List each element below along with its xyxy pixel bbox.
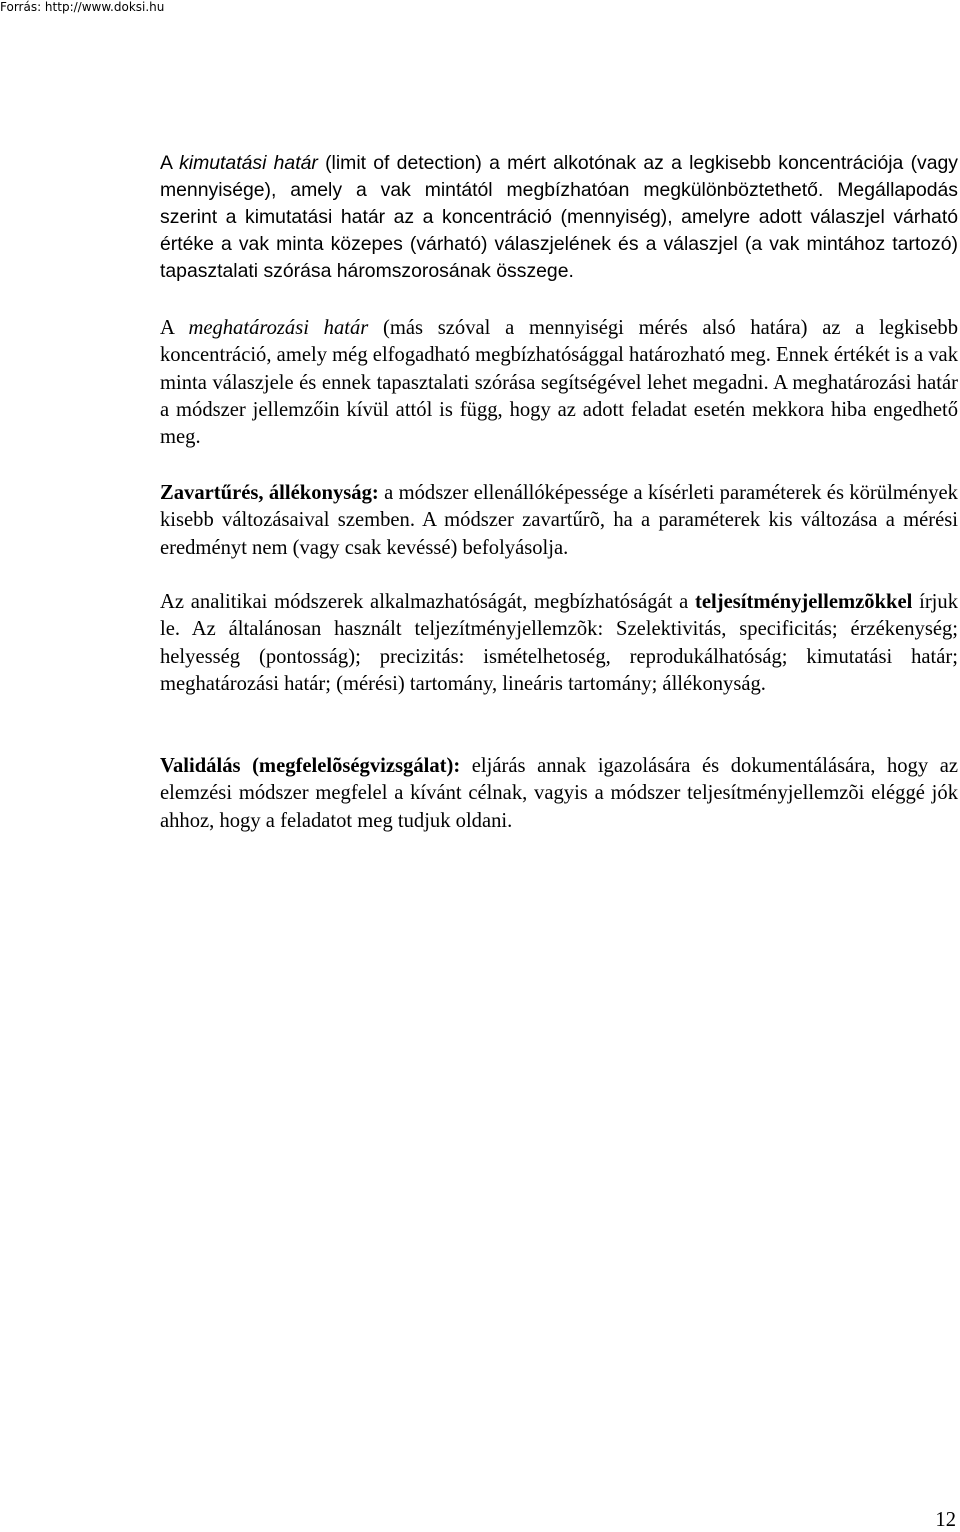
text-run: Az analitikai módszerek alkalmazhatóságát, megbízhatóságát a <box>160 591 696 613</box>
source-link[interactable]: Forrás: http://www.doksi.hu <box>0 0 165 14</box>
page-number: 12 <box>935 1509 956 1531</box>
text-run: írjuk le. Az általánosan használt teljezítményjellemzõk: Szelektivitás, specificitás; érzékenység; helyesség (pontosság); precizitás: ismételhetoség, reprodukálhatóság; kimutatási határ; meghatározási határ; (mérési) tartomány, lineáris tartomány; állékonyság. <box>160 591 958 695</box>
text-run: eljárás annak igazolására és dokumentálására, hogy az elemzési módszer megfelel a kívánt célnak, vagyis a módszer teljesítményjellemzõi eléggé jók ahhoz, hogy a feladatot meg tudjuk oldani. <box>160 755 958 832</box>
paragraph-detection-limit <box>160 150 958 285</box>
text-run: A <box>160 317 189 339</box>
paragraph-performance-characteristics <box>160 589 958 698</box>
text-run: a módszer ellenállóképessége a kísérleti paraméterek és körülmények kisebb változásaival szemben. A módszer zavartűrõ, ha a paraméterek kis változása a mérési eredményt nem (vagy csak kevéssé) befolyásolja. <box>160 482 958 559</box>
text-run: A <box>160 152 180 174</box>
text-run: (más szóval a mennyiségi mérés alsó határa) az a legkisebb koncentráció, amely még elfogadható megbízhatósággal határozható meg. Ennek értékét is a vak minta válaszjele és ennek tapasztalati szórása segítségével lehet megadni. A meghatározási határ a módszer jellemzőin kívül attól is függ, hogy az adott feladat esetén mekkora hiba engedhető meg. <box>160 317 958 449</box>
term-performance-characteristics: teljesítményjellemzõkkel <box>695 591 913 613</box>
paragraph-validation <box>160 753 958 835</box>
text-run: (limit of detection) a mért alkotónak az a legkisebb koncentrációja (vagy mennyisége), amely a vak mintától megbízhatóan megkülönböztethető. Megállapodás szerint a kimutatási határ az a koncentráció (mennyiség), amelyre adott válaszjel várható értéke a vak minta közepes (várható) válaszjelének és a válaszjel (a vak mintához tartozó) tapasztalati szórása háromszorosának összege. <box>160 152 958 282</box>
term-quantitation-limit: meghatározási határ <box>188 317 369 339</box>
paragraph-robustness <box>160 480 958 562</box>
paragraph-quantitation-limit <box>160 315 958 451</box>
term-robustness: Zavartűrés, állékonyság: <box>160 482 379 504</box>
term-validation: Validálás (megfelelõségvizsgálat): <box>160 755 461 777</box>
term-detection-limit: kimutatási határ <box>179 152 318 174</box>
